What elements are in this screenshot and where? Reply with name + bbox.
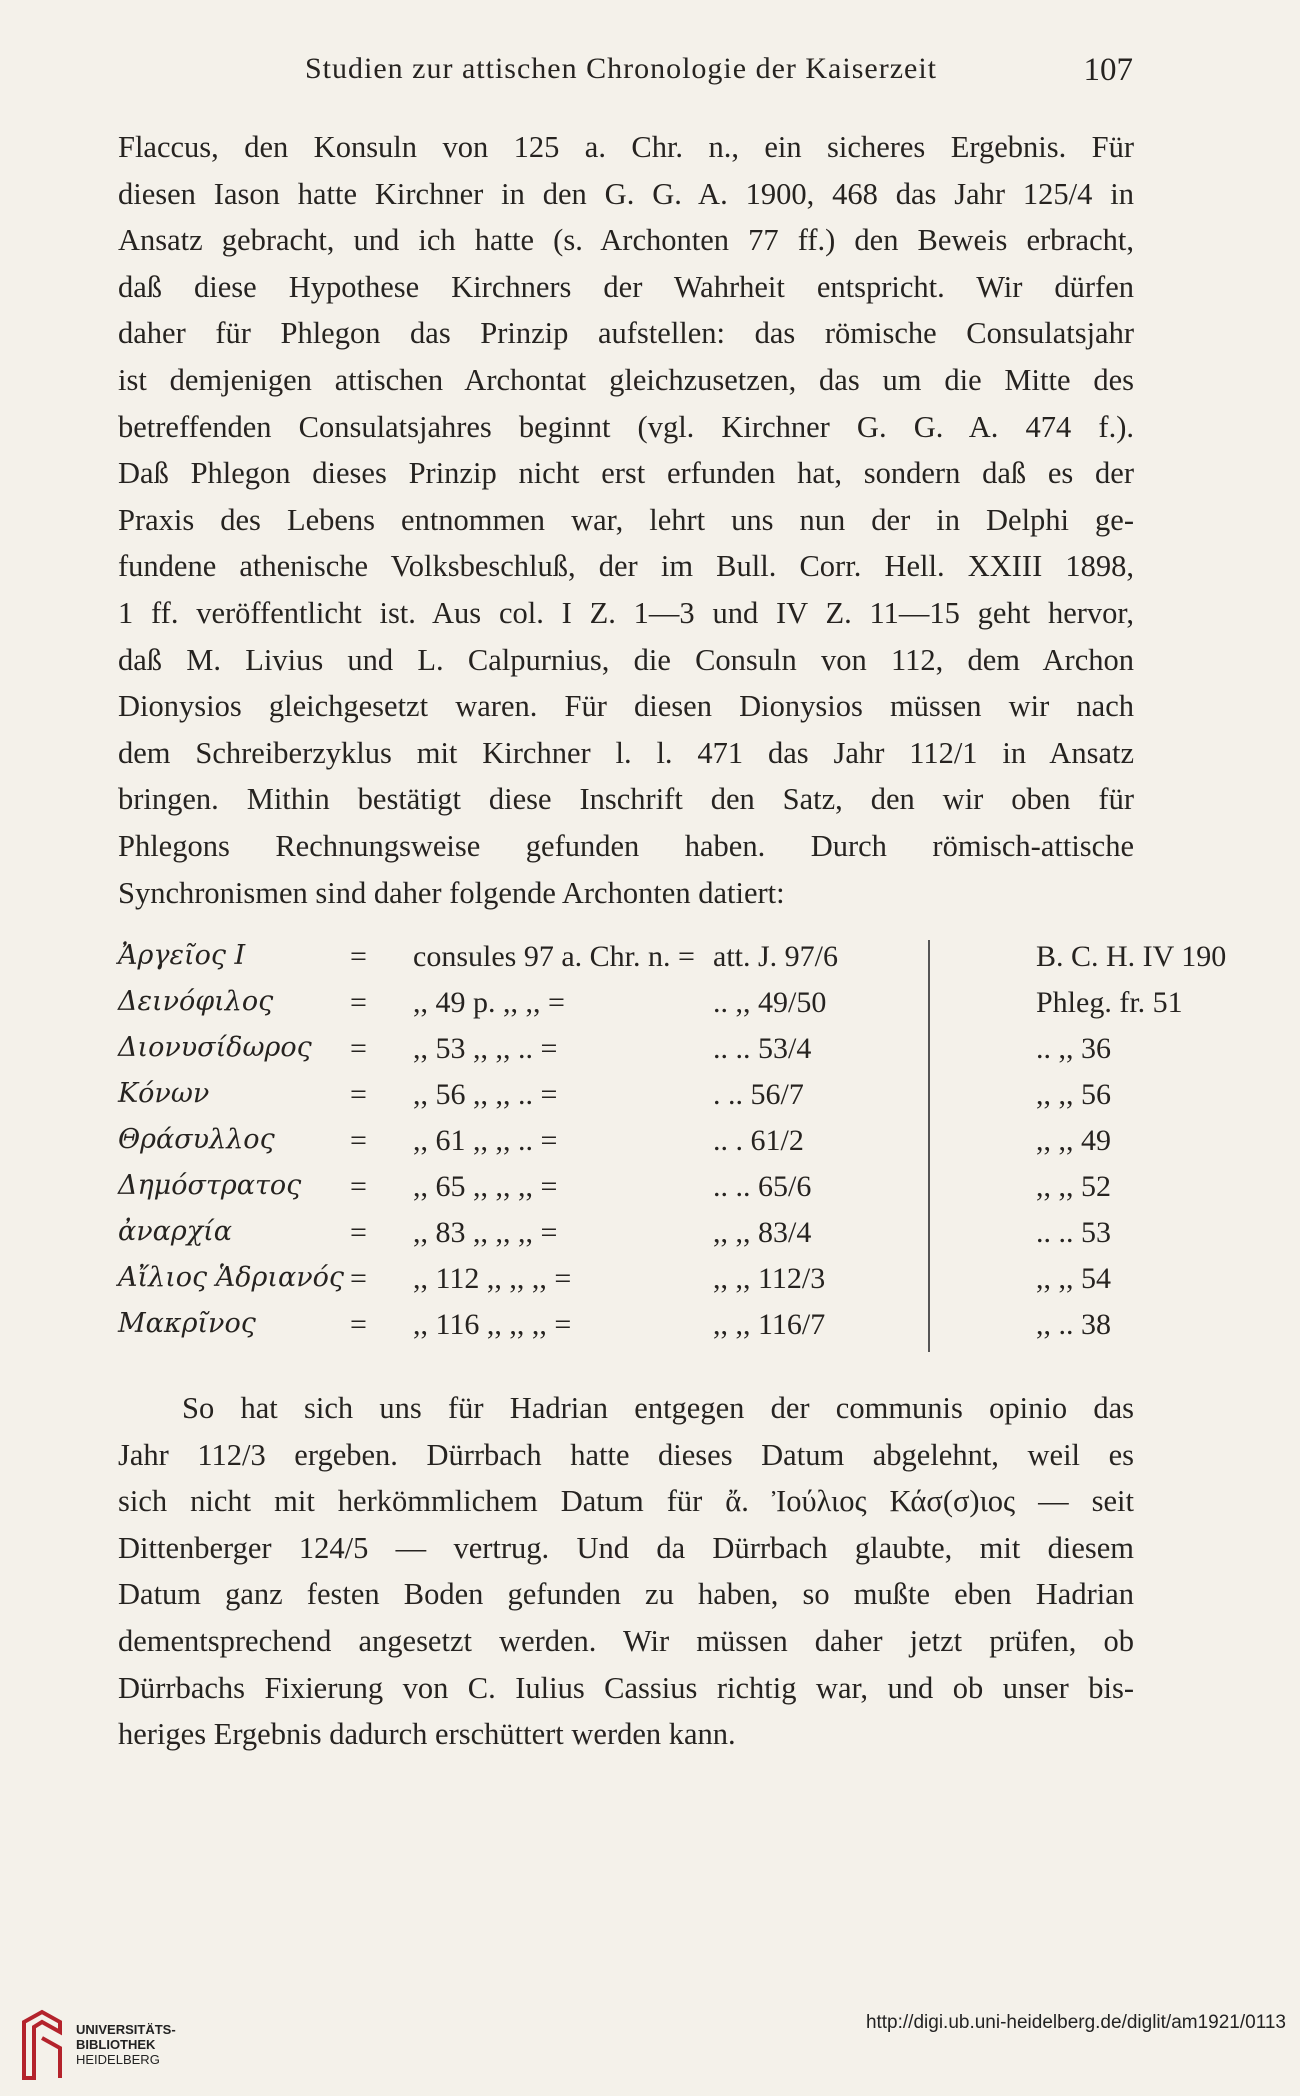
consul-date: ,, 112 ,, ,, ,, =	[413, 1262, 572, 1295]
equals-sign: =	[350, 1124, 367, 1157]
archon-name: ἀναρχία	[118, 1216, 232, 1247]
equals-sign: =	[350, 1216, 367, 1249]
consul-date: ,, 56 ,, ,, .. =	[413, 1078, 558, 1111]
consul-date: ,, 83 ,, ,, ,, =	[413, 1216, 558, 1249]
archon-name: Μακρῖνος	[118, 1308, 256, 1339]
attic-year: ,, ,, 116/7	[713, 1308, 826, 1341]
text-line: Flaccus, den Konsuln von 125 a. Chr. n., ein sicheres Ergebnis. Für	[118, 130, 1134, 164]
consul-date: ,, 116 ,, ,, ,, =	[413, 1308, 572, 1341]
source-reference: ,, ,, 56	[1036, 1078, 1111, 1111]
attic-year: ,, ,, 112/3	[713, 1262, 826, 1295]
table-row	[118, 1078, 1134, 1118]
table-row	[118, 1308, 1134, 1348]
logo-line: BIBLIOTHEK	[76, 2037, 156, 2052]
equals-sign: =	[350, 1262, 367, 1295]
equals-sign: =	[350, 1170, 367, 1203]
table-row	[118, 1216, 1134, 1256]
source-reference: ,, ,, 52	[1036, 1170, 1111, 1203]
archon-name: Διονυσίδωρος	[118, 1032, 312, 1063]
text-line: heriges Ergebnis dadurch erschüttert werden kann.	[118, 1717, 736, 1752]
equals-sign: =	[350, 1078, 367, 1111]
source-reference: Phleg. fr. 51	[1036, 986, 1183, 1019]
paragraph-1	[118, 124, 1134, 916]
attic-year: .. .. 65/6	[713, 1170, 812, 1203]
text-line: ist demjenigen attischen Archontat gleichzusetzen, das um die Mitte des	[118, 362, 1134, 397]
archon-name: Αἴλιος Ἁδριανός	[118, 1262, 344, 1293]
source-reference: ,, ,, 49	[1036, 1124, 1111, 1157]
equals-sign: =	[350, 1308, 367, 1341]
archon-name: Δεινόφιλος	[118, 986, 274, 1017]
logo-line: UNIVERSITÄTS-	[76, 2022, 176, 2037]
text-line: fundene athenische Volksbeschluß, der im Bull. Corr. Hell. XXIII 1898,	[118, 549, 1134, 584]
text-line: dem Schreiberzyklus mit Kirchner l. l. 471 das Jahr 112/1 in Ansatz	[118, 735, 1134, 770]
table-row	[118, 1262, 1134, 1302]
library-name	[76, 2022, 176, 2067]
text-line: So hat sich uns für Hadrian entgegen der communis opinio das	[182, 1391, 1134, 1425]
source-reference: .. ,, 36	[1036, 1032, 1111, 1065]
text-line: sich nicht mit herkömmlichem Datum für ἄ. Ἰούλιος Κάσ(σ)ιος — seit	[118, 1484, 1134, 1519]
text-line: dementsprechend angesetzt werden. Wir müssen daher jetzt prüfen, ob	[118, 1623, 1134, 1658]
text-line: Daß Phlegon dieses Prinzip nicht erst erfunden hat, sondern daß es der	[118, 456, 1134, 491]
table-row	[118, 1124, 1134, 1164]
text-line: daß M. Livius und L. Calpurnius, die Consuln von 112, dem Archon	[118, 642, 1134, 677]
text-line: Ansatz gebracht, und ich hatte (s. Archonten 77 ff.) den Beweis erbracht,	[118, 223, 1134, 258]
archon-synchronism-table	[118, 940, 1227, 1341]
consul-date: ,, 49 p. ,, ,, =	[413, 986, 565, 1019]
library-logo-icon	[14, 2008, 70, 2080]
logo-line: HEIDELBERG	[76, 2052, 160, 2067]
text-line: 1 ff. veröffentlicht ist. Aus col. I Z. 1—3 und IV Z. 11—15 geht hervor,	[118, 595, 1134, 630]
source-reference: B. C. H. IV 190	[1036, 940, 1227, 973]
consul-date: consules 97 a. Chr. n. =	[413, 940, 695, 973]
text-line: Dionysios gleichgesetzt waren. Für diesen Dionysios müssen wir nach	[118, 689, 1134, 724]
text-line: Dürrbachs Fixierung von C. Iulius Cassius richtig war, und ob unser bis-	[118, 1670, 1134, 1705]
running-title: Studien zur attischen Chronologie der Kaiserzeit	[305, 52, 937, 85]
archon-name: Κόνων	[118, 1078, 210, 1109]
text-line: Synchronismen sind daher folgende Archonten datiert:	[118, 875, 785, 910]
attic-year: . .. 56/7	[713, 1078, 804, 1111]
archon-name: Δημόστρατος	[118, 1170, 302, 1201]
attic-year: .. .. 53/4	[713, 1032, 812, 1065]
attic-year: .. ,, 49/50	[713, 986, 827, 1019]
text-line: daß diese Hypothese Kirchners der Wahrheit entspricht. Wir dürfen	[118, 269, 1134, 304]
table-row	[118, 940, 1227, 980]
source-url-link[interactable]: http://digi.ub.uni-heidelberg.de/diglit/am1921/0113	[865, 2012, 1286, 2033]
table-row	[118, 986, 1183, 1026]
text-line: Datum ganz festen Boden gefunden zu haben, so mußte eben Hadrian	[118, 1577, 1134, 1612]
text-line: daher für Phlegon das Prinzip aufstellen: das römische Consulatsjahr	[118, 316, 1134, 351]
text-line: bringen. Mithin bestätigt diese Inschrift den Satz, den wir oben für	[118, 782, 1134, 817]
table-row	[118, 1032, 1134, 1072]
source-reference: ,, ,, 54	[1036, 1262, 1111, 1295]
page-number: 107	[1083, 52, 1133, 88]
text-line: Praxis des Lebens entnommen war, lehrt uns nun der in Delphi ge-	[118, 502, 1134, 537]
attic-year: ,, ,, 83/4	[713, 1216, 812, 1249]
table-row	[118, 1170, 1134, 1210]
source-reference: ,, .. 38	[1036, 1308, 1111, 1341]
paragraph-2	[118, 1385, 1134, 1758]
attic-year: .. . 61/2	[713, 1124, 804, 1157]
text-line: betreffenden Consulatsjahres beginnt (vgl. Kirchner G. G. A. 474 f.).	[118, 409, 1134, 444]
attic-year: att. J. 97/6	[713, 940, 838, 973]
equals-sign: =	[350, 986, 367, 1019]
text-line: Dittenberger 124/5 — vertrug. Und da Dürrbach glaubte, mit diesem	[118, 1530, 1134, 1565]
text-line: diesen Iason hatte Kirchner in den G. G. A. 1900, 468 das Jahr 125/4 in	[118, 176, 1134, 211]
archon-name: Θράσυλλος	[118, 1124, 275, 1155]
source-reference: .. .. 53	[1036, 1216, 1111, 1249]
table-column-divider	[928, 940, 930, 1352]
archon-name: Ἀργεῖος I	[118, 940, 246, 971]
consul-date: ,, 65 ,, ,, ,, =	[413, 1170, 558, 1203]
text-line: Phlegons Rechnungsweise gefunden haben. Durch römisch-attische	[118, 828, 1134, 863]
equals-sign: =	[350, 940, 367, 973]
page-header	[305, 52, 1133, 102]
consul-date: ,, 53 ,, ,, .. =	[413, 1032, 558, 1065]
equals-sign: =	[350, 1032, 367, 1065]
consul-date: ,, 61 ,, ,, .. =	[413, 1124, 558, 1157]
text-line: Jahr 112/3 ergeben. Dürrbach hatte dieses Datum abgelehnt, weil es	[118, 1437, 1134, 1472]
library-logo	[14, 2004, 224, 2084]
